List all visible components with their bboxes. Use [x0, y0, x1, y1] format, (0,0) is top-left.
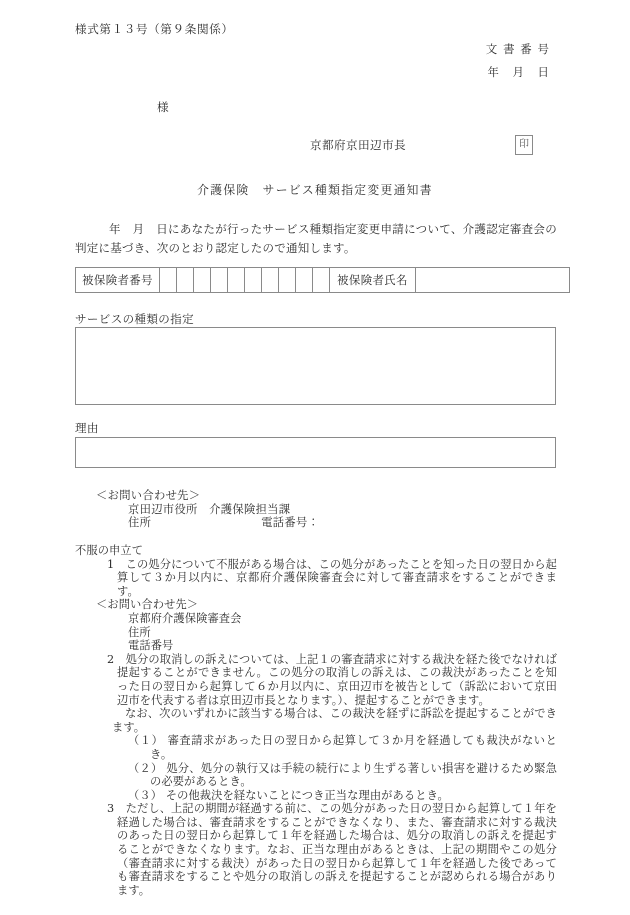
contact-tel-label: 電話番号：: [261, 516, 320, 530]
appeal-exception-3: [128, 788, 557, 803]
appeal-item-2-text: 処分の取消しの訴えについては、上記１の審査請求に対する裁決を経た後でなければ提起することができません。この処分の取消しの訴えは、この裁決があったことを知った日の翌日から起算して６か月以内に、京田辺市を被告として（訴訟において京田辺市を代表する者は京田辺市長となります。）、提起することができます。: [117, 652, 557, 707]
appeal-exception-3-marker: （３）: [128, 788, 163, 802]
appeal-item-3-text: ただし、上記の期間が経過する前に、この処分があった日の翌日から起算して１年を経過した場合は、審査請求をすることができなくなり、また、審査請求に対する裁決のあった日の翌日から起算して１年を経過した場合は、処分の取消しの訴えを提起することができなくなります。なお、正当な理由があるときは、上記の期間やこの処分（審査請求に対する裁決）があった日の翌日から起算して１年を経過した後であっても審査請求をすることや処分の取消しの訴えを提起することが認められる場合があります。: [117, 802, 557, 897]
appeal-exception-3-text: その他裁決を経ないことにつき正当な理由があるとき。: [165, 788, 449, 802]
page-title: 介護保険 サービス種類指定変更通知書: [197, 183, 433, 197]
appeal-item-2-number: 2: [107, 652, 115, 666]
insured-number-digit[interactable]: [160, 268, 177, 293]
contact-office: 京田辺市役所 介護保険担当課: [128, 502, 291, 516]
insured-name-field[interactable]: [416, 268, 570, 293]
contact-tel-label: 電話番号: [128, 639, 174, 653]
insured-number-label: 被保険者番号: [76, 268, 160, 293]
insured-number-digit[interactable]: [194, 268, 211, 293]
insured-number-digit[interactable]: [211, 268, 228, 293]
appeal-exception-1: [128, 734, 557, 761]
document-number-block: [380, 41, 550, 80]
appeal-item-2: [107, 652, 557, 707]
insured-number-digit[interactable]: [228, 268, 245, 293]
appeal-heading: 不服の申立て: [75, 544, 144, 557]
insured-number-digit[interactable]: [177, 268, 194, 293]
service-type-field[interactable]: [75, 327, 556, 405]
reason-field[interactable]: [75, 437, 556, 468]
contact-address-label: 住所: [128, 516, 152, 530]
appeal-exception-2-marker: （２）: [128, 761, 163, 775]
appeal-item-1-text: この処分について不服がある場合は、この処分があったことを知った日の翌日から起算して３か月以内に、京都府介護保険審査会に対して審査請求をすることができます。: [117, 557, 557, 598]
insured-number-digit[interactable]: [245, 268, 262, 293]
insured-number-digit[interactable]: [313, 268, 330, 293]
seal-stamp-box: 印: [515, 135, 533, 155]
appeal-exception-1-marker: （１）: [128, 734, 164, 748]
issuer-name: 京都府京田辺市長: [310, 138, 406, 152]
insured-number-digit[interactable]: [279, 268, 296, 293]
appeal-item-3-number: 3: [107, 802, 115, 816]
appeal-item-1: [107, 557, 557, 599]
contact-address-line: [128, 516, 319, 530]
contact-office: 京都府介護保険審査会: [128, 611, 242, 625]
insured-number-digit[interactable]: [262, 268, 279, 293]
appeal-notice-section: [75, 544, 557, 897]
form-number: 様式第１３号（第９条関係）: [75, 22, 234, 36]
insured-number-digit[interactable]: [296, 268, 313, 293]
appeal-nao-note: なお、次のいずれかに該当する場合は、この裁決を経ずに訴訟を提起することができます。: [112, 707, 557, 734]
contact-heading: ＜お問い合わせ先＞: [96, 489, 201, 502]
date-label: 年 月 日: [487, 65, 550, 79]
appeal-item-1-number: 1: [107, 557, 115, 571]
appeal-item-3: [107, 802, 557, 897]
reason-label: 理由: [75, 421, 99, 435]
addressee-honorific: 様: [157, 100, 169, 114]
contact-heading: ＜お問い合わせ先＞: [96, 598, 199, 612]
table-row: [76, 268, 570, 293]
service-type-label: サービスの種類の指定: [75, 312, 194, 326]
document-number-label: 文 書 番 号: [485, 42, 550, 56]
contact-prefecture-block: [75, 598, 557, 652]
body-paragraph: 年 月 日にあなたが行ったサービス種類指定変更申請について、介護認定審査会の判定に基づき、次のとおり認定したので通知します。: [75, 222, 557, 255]
appeal-exception-2: [128, 761, 557, 789]
appeal-exception-2-text: 処分、処分の執行又は手続の続行により生ずる著しい損害を避けるため緊急の必要があるとき。: [150, 761, 557, 789]
insured-name-label: 被保険者氏名: [330, 268, 416, 293]
contact-address-label: 住所: [128, 625, 151, 639]
contact-city-block: [75, 489, 319, 530]
appeal-exception-1-text: 審査請求があった日の翌日から起算して３か月を経過しても裁決がないとき。: [150, 734, 557, 761]
insured-person-table: [75, 267, 570, 293]
